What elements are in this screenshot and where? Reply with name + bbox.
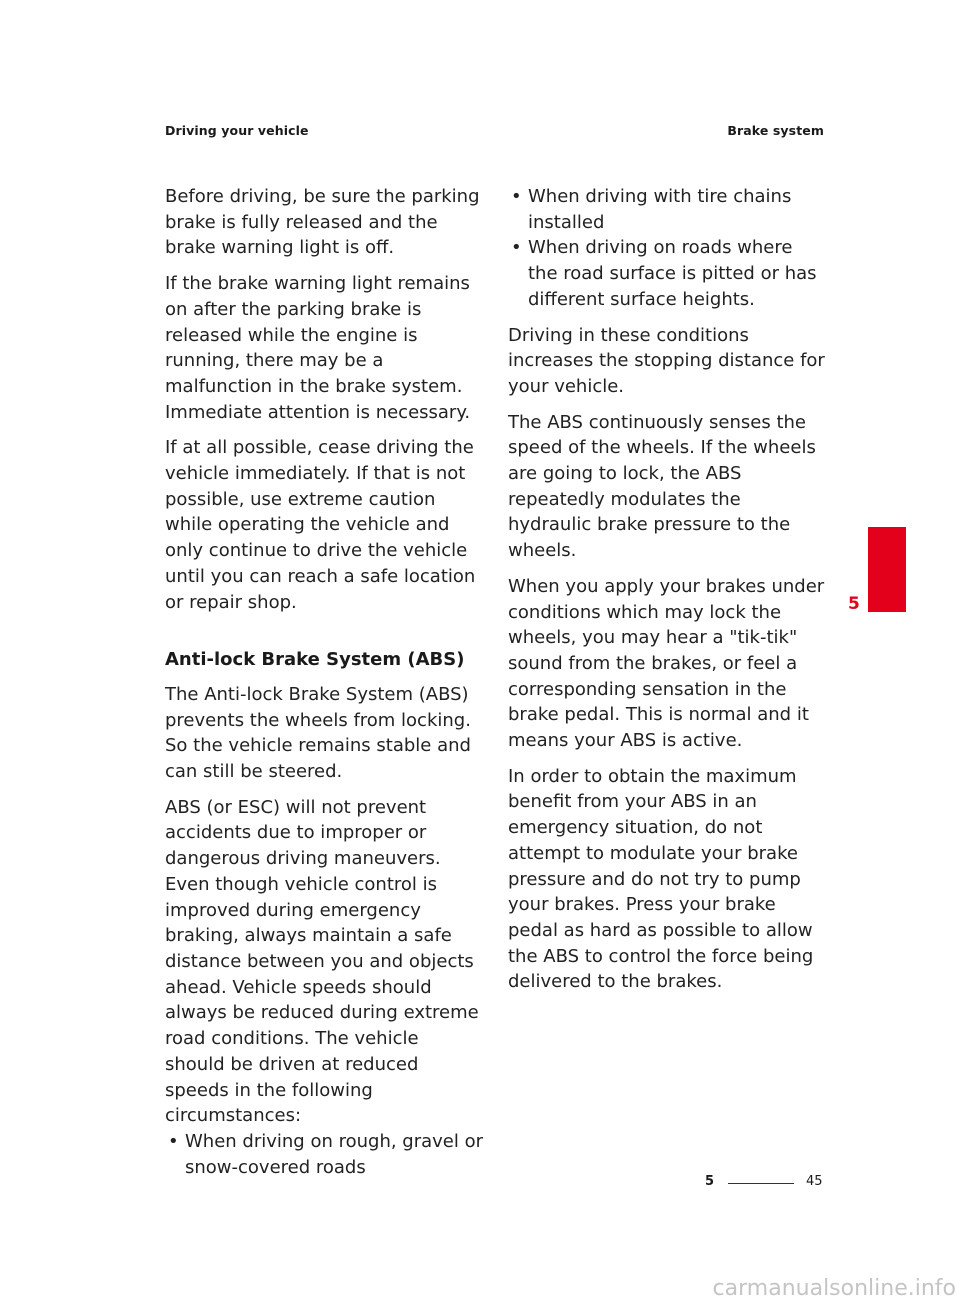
paragraph: ABS (or ESC) will not prevent accidents due to improper or dangerous driving maneuvers. Even though vehicle control is improved during emergency braking, always maintain a safe distance between you and objects ahead. Vehicle speeds should always be reduced during extreme road conditions. The vehicle should be driven at reduced speeds in the following circumstances: xyxy=(165,796,479,1127)
footer-divider xyxy=(728,1183,794,1184)
footer-chapter-number: 5 xyxy=(705,1174,715,1189)
right-column xyxy=(508,184,826,1005)
paragraph: Before driving, be sure the parking brake is fully released and the brake warning light is off. xyxy=(165,186,480,259)
watermark: carmanualsonline.info xyxy=(712,1276,956,1301)
running-header-section: Driving your vehicle xyxy=(165,123,309,138)
chapter-tab-number: 5 xyxy=(848,594,860,614)
list-item xyxy=(508,235,826,312)
left-column xyxy=(165,184,483,1190)
paragraph: The ABS continuously senses the speed of the wheels. If the wheels are going to lock, the ABS repeatedly modulates the hydraulic brake pressure to the wheels. xyxy=(508,411,816,562)
paragraph: Driving in these conditions increases the stopping distance for your vehicle. xyxy=(508,324,825,397)
list-item xyxy=(508,184,826,235)
page-number: 45 xyxy=(806,1174,823,1189)
paragraph: If at all possible, cease driving the vehicle immediately. If that is not possible, use extreme caution while operating the vehicle and only continue to drive the vehicle until you can reach a safe location or repair shop. xyxy=(165,437,476,613)
list-item xyxy=(165,1129,483,1180)
paragraph: If the brake warning light remains on after the parking brake is released while the engine is running, there may be a malfunction in the brake system. Immediate attention is necessary. xyxy=(165,273,471,423)
section-heading: Anti-lock Brake System (ABS) xyxy=(165,649,465,671)
bullet-icon: • xyxy=(511,186,522,207)
bullet-icon: • xyxy=(168,1130,179,1152)
chapter-tab xyxy=(868,527,906,612)
running-header-topic: Brake system xyxy=(727,123,824,138)
bullet-list xyxy=(508,184,826,313)
list-item-text: When driving on roads where the road surface is pitted or has different surface heights. xyxy=(528,237,817,310)
list-item-text: When driving with tire chains installed xyxy=(528,186,792,233)
list-item-text: When driving on rough, gravel or snow-covered roads xyxy=(185,1130,484,1178)
bullet-list xyxy=(165,1129,483,1180)
paragraph: The Anti-lock Brake System (ABS) prevents the wheels from locking. So the vehicle remains stable and can still be steered. xyxy=(165,683,471,783)
paragraph: In order to obtain the maximum benefit from your ABS in an emergency situation, do not attempt to modulate your brake pressure and do not try to pump your brakes. Press your brake pedal as hard as possible to allow the ABS to control the force being delivered to the brakes. xyxy=(508,765,814,993)
paragraph: When you apply your brakes under conditions which may lock the wheels, you may hear a "tik-tik" sound from the brakes, or feel a corresponding sensation in the brake pedal. This is normal and it means your ABS is active. xyxy=(508,575,825,752)
bullet-icon: • xyxy=(511,237,522,259)
